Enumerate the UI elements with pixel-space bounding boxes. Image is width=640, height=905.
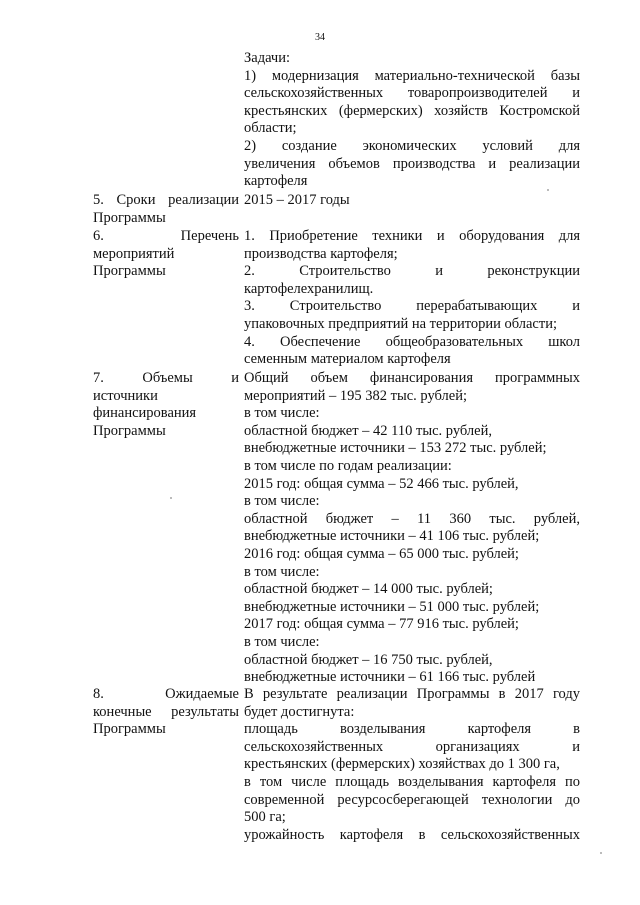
measure-line: 4. Обеспечение общеобразовательных школ: [244, 333, 580, 350]
financing-line: мероприятий – 195 382 тыс. рублей;: [244, 387, 468, 404]
financing-line: 2016 год: общая сумма – 65 000 тыс. рублей;: [244, 545, 519, 562]
financing-line: в том числе:: [244, 493, 320, 510]
financing-line: внебюджетные источники – 51 000 тыс. рублей;: [244, 598, 540, 615]
label-line: Программы: [93, 209, 166, 226]
result-line: будет достигнута:: [244, 703, 355, 720]
financing-line: 2017 год: общая сумма – 77 916 тыс. рублей;: [244, 616, 519, 633]
financing-line: областной бюджет – 14 000 тыс. рублей;: [244, 581, 493, 598]
section-8-results: [244, 686, 580, 844]
period-value: 2015 – 2017 годы: [244, 192, 350, 208]
section-6-label: [93, 228, 239, 281]
scan-speck: [170, 497, 172, 499]
section-5-label: [93, 192, 239, 227]
tasks-text: [244, 50, 580, 191]
scan-speck: [600, 852, 602, 854]
task-line: крестьянских (фермерских) хозяйств Костромской: [244, 102, 580, 119]
financing-line: Общий объем финансирования программных: [244, 370, 580, 386]
financing-line: областной бюджет – 16 750 тыс. рублей,: [244, 651, 493, 668]
measure-line: производства картофеля;: [244, 245, 398, 262]
section-8-label: [93, 686, 239, 739]
task-line: 2) создание экономических условий для: [244, 137, 580, 154]
result-line: 500 га;: [244, 809, 286, 826]
label-line: финансирования: [93, 405, 197, 422]
task-line: 1) модернизация материально-технической базы: [244, 67, 580, 84]
measure-line: 1. Приобретение техники и оборудования для: [244, 228, 580, 244]
financing-line: в том числе:: [244, 563, 320, 580]
measure-line: 3. Строительство перерабатывающих и: [244, 298, 580, 315]
section-7-financing: [244, 370, 580, 687]
financing-line: внебюджетные источники – 41 106 тыс. рублей;: [244, 528, 540, 545]
result-line: сельскохозяйственных организациях и: [244, 738, 580, 755]
label-line: 6. Перечень: [93, 228, 239, 244]
result-line: урожайность картофеля в сельскохозяйственных: [244, 826, 580, 843]
financing-line: в том числе:: [244, 633, 320, 650]
label-line: Программы: [93, 422, 166, 439]
financing-line: областной бюджет – 11 360 тыс. рублей,: [244, 510, 580, 527]
section-6-items: [244, 228, 580, 369]
label-line: 7. Объемы и: [93, 370, 239, 386]
label-line: мероприятий: [93, 245, 175, 262]
task-line: области;: [244, 120, 297, 137]
label-line: конечные результаты: [93, 703, 239, 720]
financing-line: областной бюджет – 42 110 тыс. рублей,: [244, 422, 492, 439]
page-number: 34: [315, 32, 325, 43]
result-line: площадь возделывания картофеля в: [244, 721, 580, 738]
tasks-heading: Задачи:: [244, 50, 291, 66]
scan-speck: [547, 189, 549, 191]
measure-line: семенным материалом картофеля: [244, 351, 451, 368]
task-line: сельскохозяйственных товаропроизводителей и: [244, 85, 580, 102]
label-line: источники: [93, 387, 158, 404]
section-7-label: [93, 370, 239, 440]
financing-line: внебюджетные источники – 61 166 тыс. рублей: [244, 669, 536, 686]
measure-line: картофелехранилищ.: [244, 280, 374, 297]
financing-line: 2015 год: общая сумма – 52 466 тыс. рублей,: [244, 475, 519, 492]
task-line: увеличения объемов производства и реализации: [244, 155, 580, 172]
result-line: В результате реализации Программы в 2017 году: [244, 686, 580, 702]
financing-line: в том числе:: [244, 405, 320, 422]
measure-line: упаковочных предприятий на территории области;: [244, 315, 557, 332]
financing-line: внебюджетные источники – 153 272 тыс. рублей;: [244, 440, 547, 457]
result-line: современной ресурсосберегающей технологии до: [244, 791, 580, 808]
label-line: 5. Сроки реализации: [93, 192, 239, 208]
label-line: Программы: [93, 721, 166, 738]
label-line: Программы: [93, 263, 166, 280]
measure-line: 2. Строительство и реконструкции: [244, 263, 580, 280]
label-line: 8. Ожидаемые: [93, 686, 239, 702]
financing-line: в том числе по годам реализации:: [244, 457, 452, 474]
section-5-value: [244, 192, 580, 210]
task-line: картофеля: [244, 173, 308, 190]
result-line: в том числе площадь возделывания картофеля по: [244, 773, 580, 790]
result-line: крестьянских (фермерских) хозяйствах до 1 300 га,: [244, 756, 560, 773]
